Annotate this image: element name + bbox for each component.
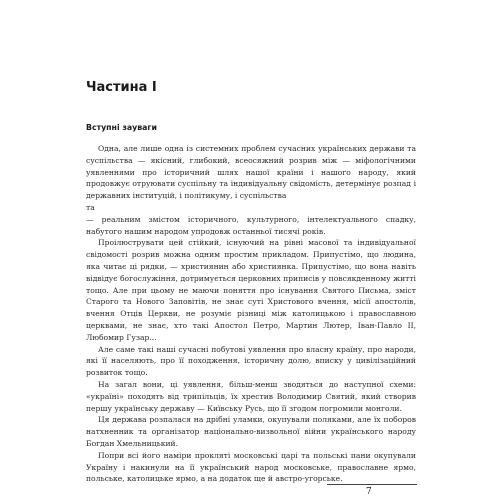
paragraph: Попри всі його наміри прокляті московські царі та польські пани окупували Україну і накинули на її український народ московське, православне ярмо, польське, католицьке ярмо, а на додаток ще й австро-угорське. — [86, 450, 416, 484]
paragraph: Одна, але лише одна із системних проблем сучасних українських держави та суспільства — якісний, глибокий, всеосяжний розрив між — міфологічними уявленнями про історичний шлях нашої країни і нашого народу, який продовжує отруювати суспільну та індивідуальну свідомість, детермінує розпад і державних інституцій, і політикуму, і суспільства — [86, 144, 416, 201]
paragraph: — реальним змістом історичного, культурного, інтелектуального спадку, набутого нашим народом упродовж останньої тисячі років. — [86, 214, 416, 236]
paragraph: Проілюструвати цей стійкий, існуючий на рівні масової та індивідуальної свідомості розрив можна одним простим прикладом. Припустімо, що людина, яка читає ці рядки, — християнин або християнка. Припустімо, що вона навіть відвідує богослужіння, дотримується церковних приписів у повсякденному житті тощо. Але при цьому не маючи поняття про існування Святого Письма, зміст Старого та Нового Заповітів, не знає суті Христового вчення, місії апостолів, вчення Отців Церкви, не розуміє різниці між католицькою і православною церквами, не знає, хто такі Апостол Петро, Мартин Лютер, Іван-Павло II, Любомир Гузар... — [86, 238, 416, 342]
page-number: 7 — [366, 487, 372, 497]
paragraph: Ця держава розпалася на дрібні уламки, окупували поляками, але їх поборов натхненник та організатор національно-визвольної війни українського народу Богдан Хмельницький. — [86, 415, 416, 448]
chapter-title: Частина I — [86, 80, 157, 95]
footer-rule — [327, 484, 417, 485]
paragraph: Але саме такі наші сучасні побутові уявлення про власну країну, про народи, які її населяють, про її походження, історичну долю, вписку у цивілізаційний розвиток тощо. — [86, 344, 416, 378]
paragraph: та — [86, 202, 95, 212]
body-text — [86, 143, 416, 485]
paragraph: На загал вони, ці уявлення, більш-менш зводяться до наступної схеми: «україні» походять від трипільців, їх хрестив Володимир Святий, який створив першу українську державу — Київську Русь, що її згодом погромили монголи. — [86, 379, 416, 413]
section-title: Вступні зауваги — [86, 123, 157, 132]
